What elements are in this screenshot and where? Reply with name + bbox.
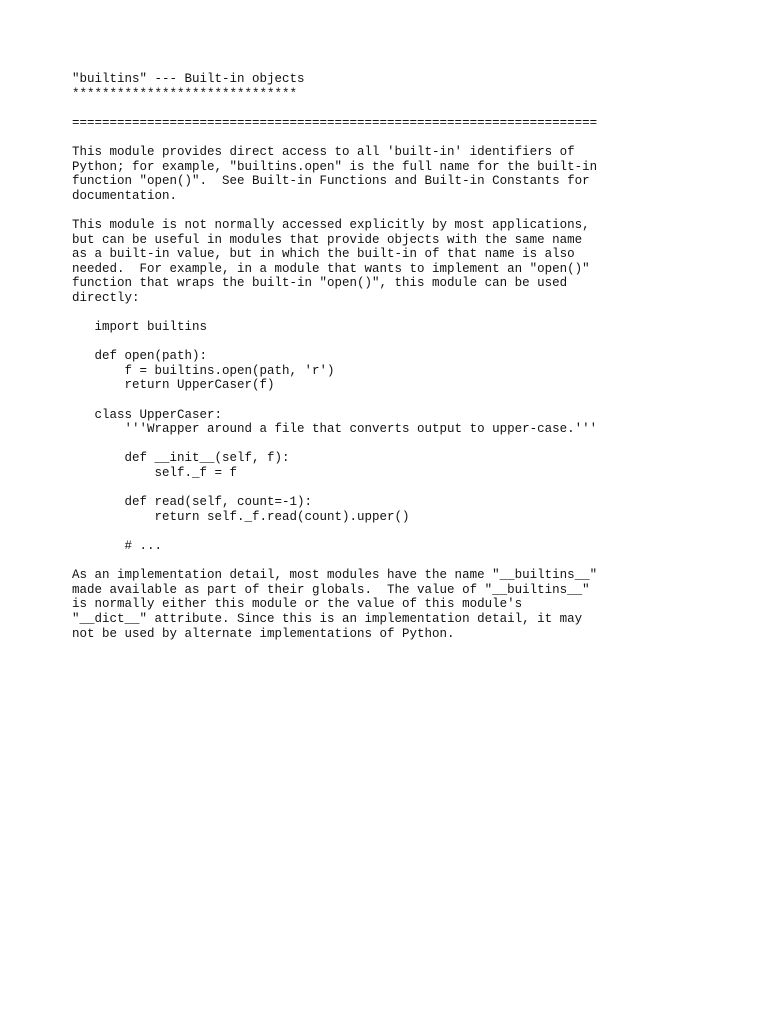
document-title: "builtins" --- Built-in objects — [72, 72, 305, 86]
document-page — [72, 72, 712, 641]
blank-line — [72, 101, 712, 116]
code-example: import builtins def open(path): f = builtins.open(path, 'r') return UpperCaser(f) class UpperCaser: '''Wrapper around a file that converts output to upper-case.''' def __init__(self, f): self._f = f def read(self, count=-1): return self._f.read(count).upper() # ... — [94, 320, 598, 553]
section-separator: ====================================================================== — [72, 115, 598, 130]
blank-line — [72, 203, 712, 218]
title-underline: ****************************** — [72, 86, 298, 101]
blank-line — [72, 554, 712, 569]
blank-line — [72, 130, 712, 145]
intro-paragraph: This module provides direct access to all 'built-in' identifiers of Python; for example, "builtins.open" is the full name for the built-in function "open()". See Built-in Functions and Built-in Constants for documentation. — [72, 144, 598, 203]
implementation-detail-paragraph: As an implementation detail, most modules have the name "__builtins__" made available as part of their globals. The value of "__builtins__" is normally either this module or the value of this module's "__dict__" attribute. Since this is an implementation detail, it may not be used by alternate implementations of Python. — [72, 568, 598, 641]
usage-paragraph: This module is not normally accessed explicitly by most applications, but can be useful in modules that provide objects with the same name as a built-in value, but in which the built-in of that name is also needed. For example, in a module that wants to implement an "open()" function that wraps the built-in "open()", this module can be used directly: — [72, 217, 590, 305]
blank-line — [72, 306, 712, 321]
